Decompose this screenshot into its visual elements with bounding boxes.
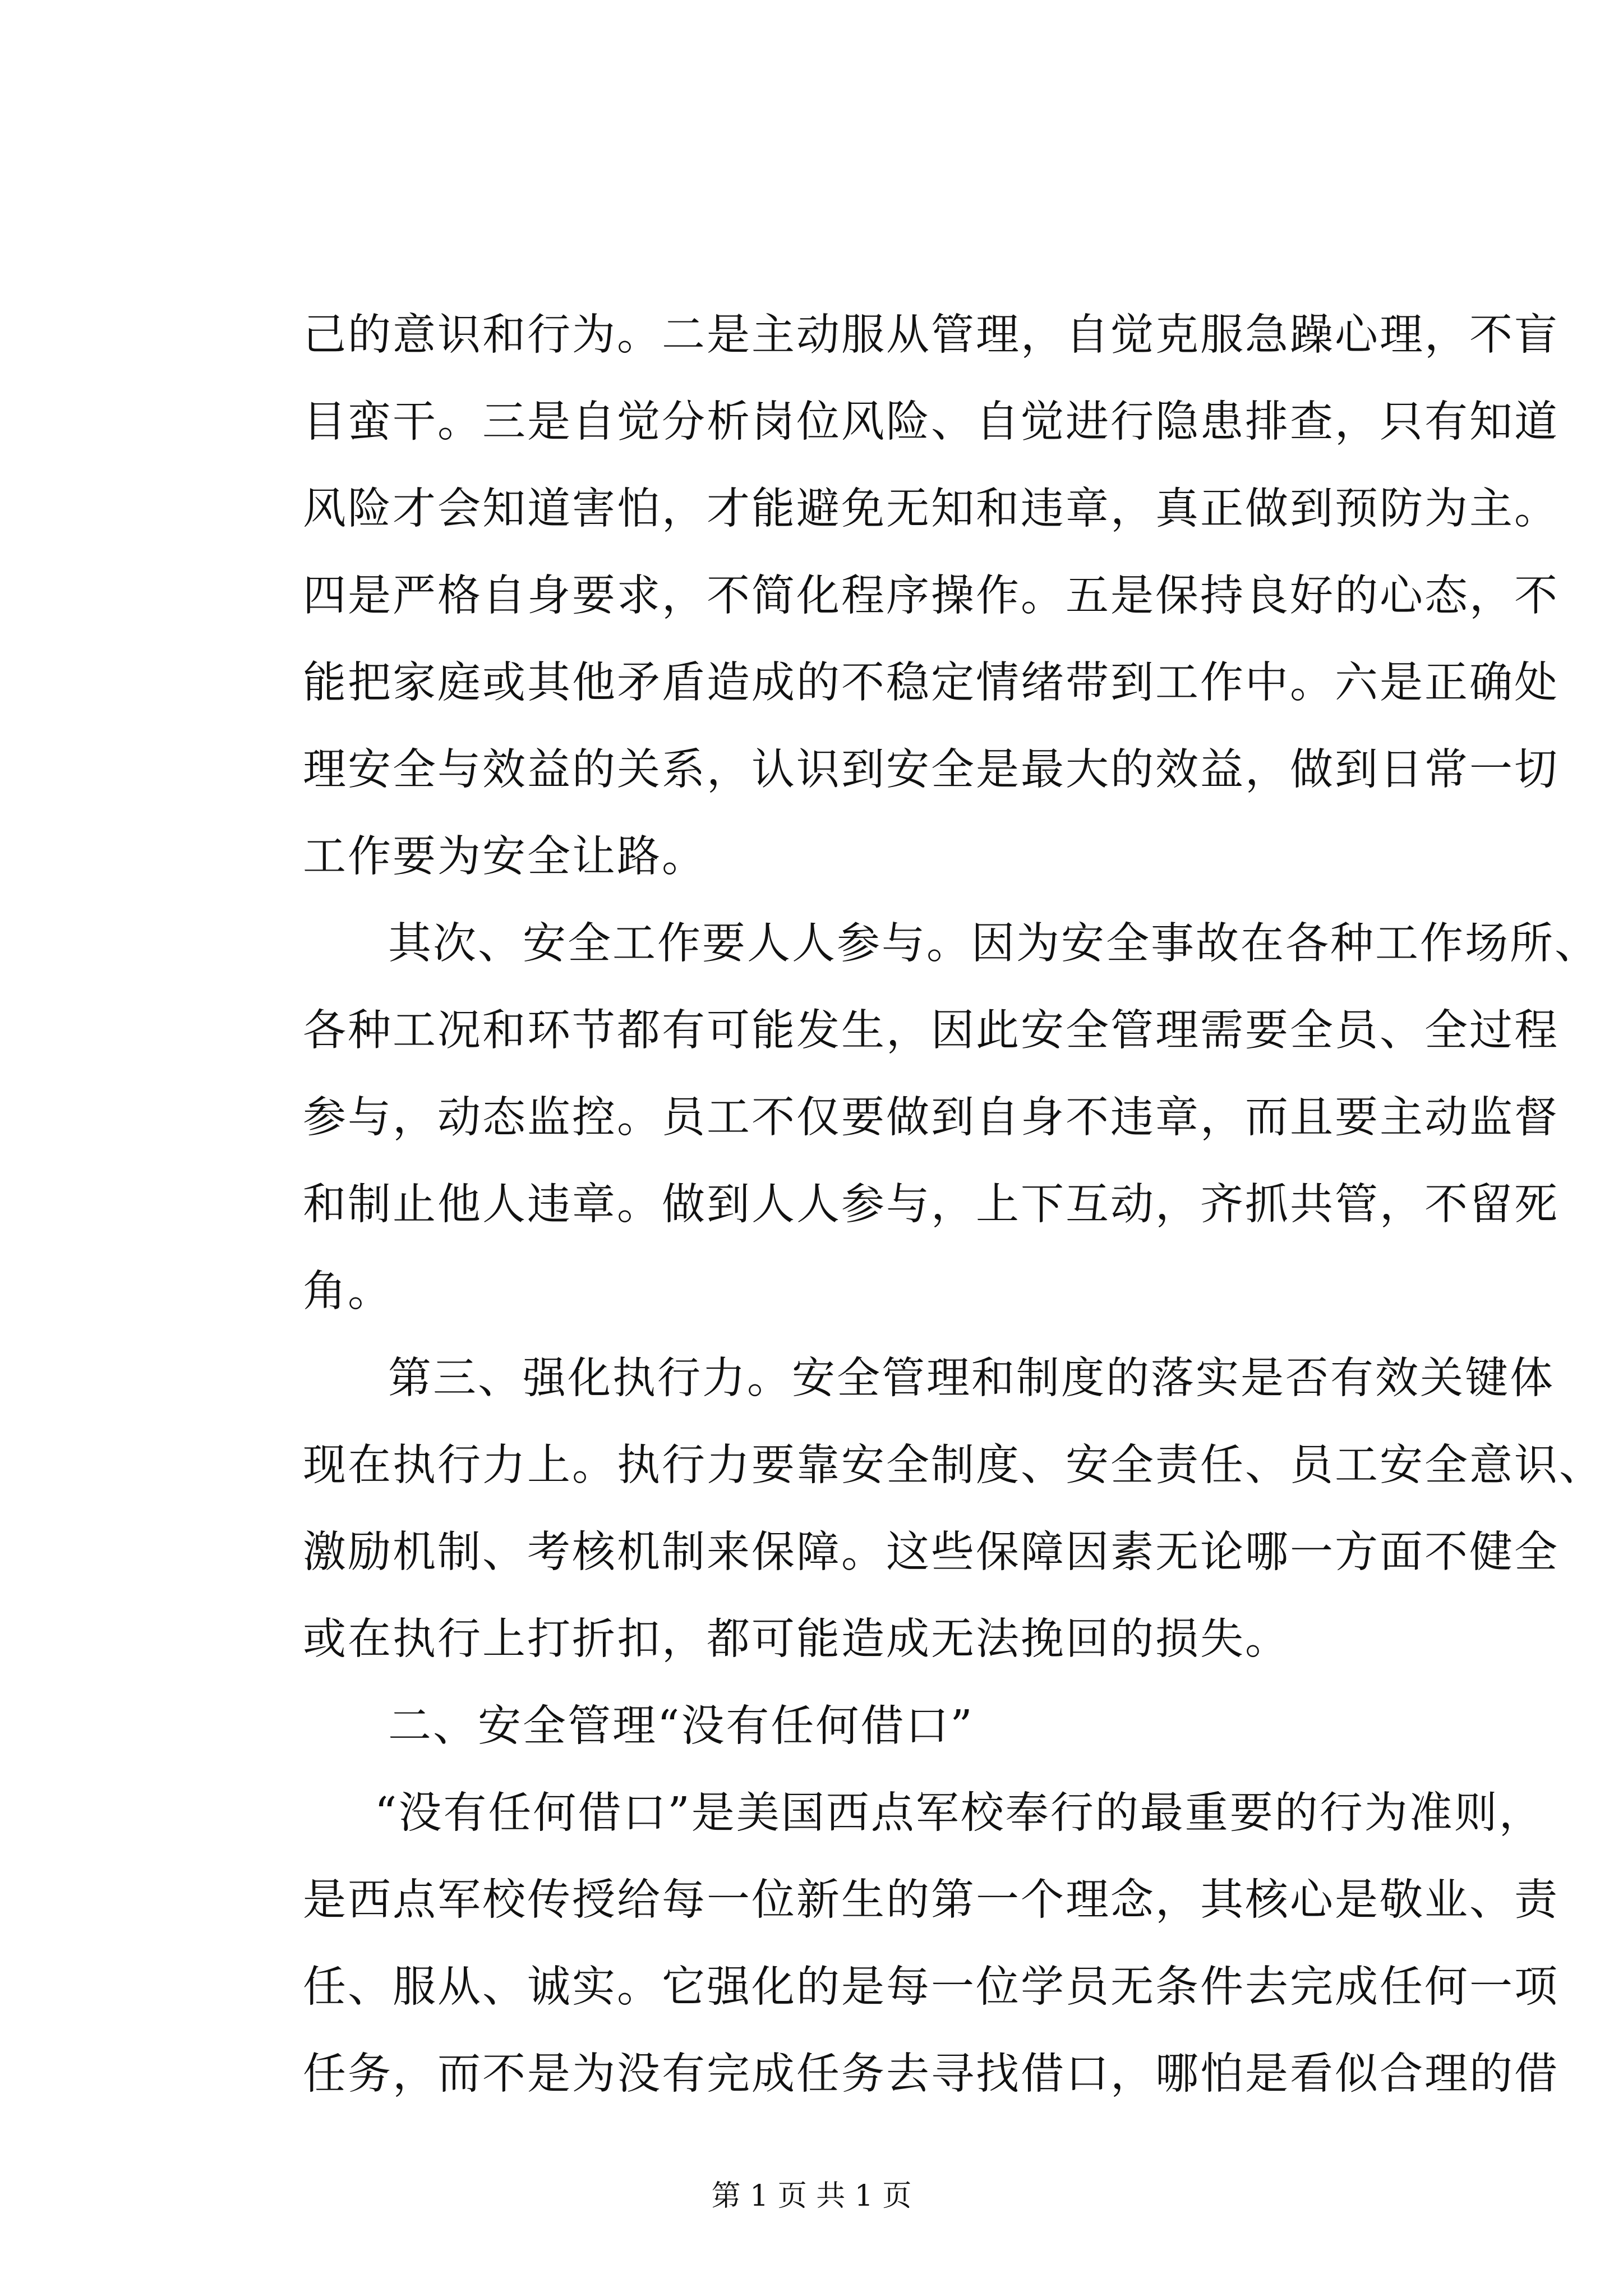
text-line: 现在执行力上。执行力要靠安全制度、安全责任、员工安全意识、	[303, 1441, 1604, 1490]
text-line: 理安全与效益的关系，认识到安全是最大的效益，做到日常一切	[303, 745, 1559, 795]
text-line: 各种工况和环节都有可能发生，因此安全管理需要全员、全过程	[303, 1006, 1559, 1056]
page-footer: 第 1 页 共 1 页	[711, 2179, 912, 2213]
paragraph-start-line: “没有任何借口”是美国西点军校奉行的最重要的行为准则，	[375, 1788, 1544, 1838]
paragraph-start-line: 第三、强化执行力。安全管理和制度的落实是否有效关键体	[388, 1354, 1555, 1404]
text-line: 己的意识和行为。二是主动服从管理，自觉克服急躁心理，不盲	[303, 310, 1559, 360]
text-line: 和制止他人违章。做到人人参与，上下互动，齐抓共管，不留死	[303, 1180, 1559, 1230]
paragraph-start-line: 其次、安全工作要人人参与。因为安全事故在各种工作场所、	[388, 919, 1599, 969]
text-line: 任务，而不是为没有完成任务去寻找借口，哪怕是看似合理的借	[303, 2049, 1559, 2099]
text-line: 工作要为安全让路。	[303, 832, 707, 882]
text-line: 风险才会知道害怕，才能避免无知和违章，真正做到预防为主。	[303, 484, 1559, 534]
text-line: 任、服从、诚实。它强化的是每一位学员无条件去完成任何一项	[303, 1962, 1559, 2012]
text-line: 参与，动态监控。员工不仅要做到自身不违章，而且要主动监督	[303, 1093, 1559, 1143]
text-line: 激励机制、考核机制来保障。这些保障因素无论哪一方面不健全	[303, 1527, 1559, 1577]
text-line: 能把家庭或其他矛盾造成的不稳定情绪带到工作中。六是正确处	[303, 658, 1559, 708]
text-line: 角。	[303, 1267, 393, 1317]
text-line: 四是严格自身要求，不简化程序操作。五是保持良好的心态，不	[303, 571, 1559, 621]
section-heading: 二、安全管理“没有任何借口”	[388, 1701, 974, 1751]
text-line: 是西点军校传授给每一位新生的第一个理念，其核心是敬业、责	[303, 1875, 1559, 1925]
text-line: 或在执行上打折扣，都可能造成无法挽回的损失。	[303, 1614, 1290, 1664]
text-line: 目蛮干。三是自觉分析岗位风险、自觉进行隐患排查，只有知道	[303, 397, 1559, 447]
